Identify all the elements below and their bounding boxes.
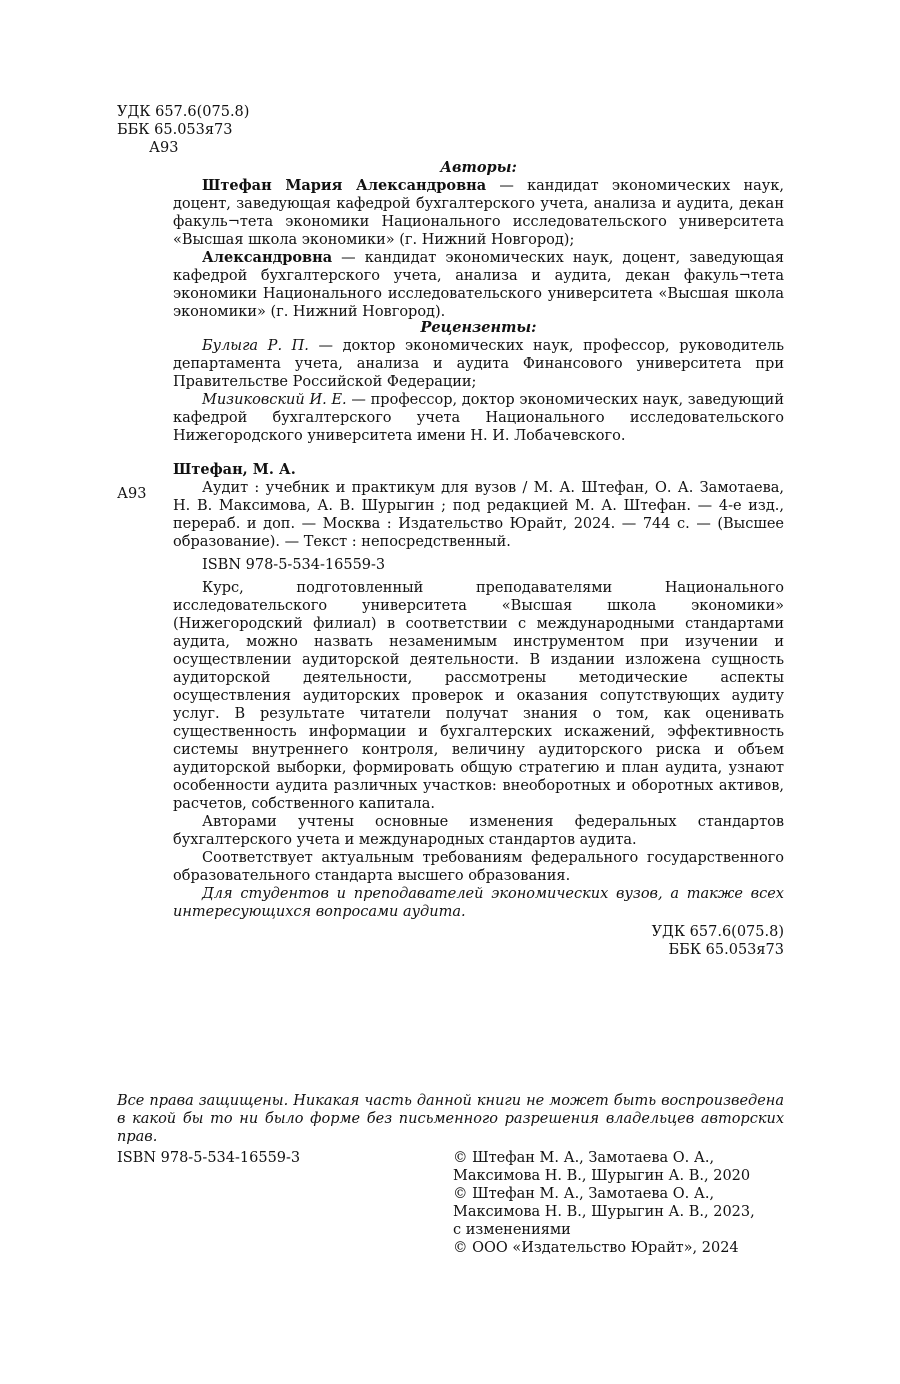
reviewers-heading: Рецензенты: <box>420 319 537 336</box>
copyright-line: с изменениями <box>453 1222 571 1238</box>
audience-note: Для студентов и преподавателей экономических вузов, а также всех интересующихся вопросами аудита. <box>173 886 784 920</box>
reviewer-name: Мизиковский И. Е. <box>202 392 347 408</box>
reviewer-entry <box>173 391 784 445</box>
author-name: Александровна <box>202 249 333 266</box>
author-description: — кандидат экономических наук, доцент, заведующая кафедрой бухгалтерского учета, анализа и аудита, декан факуль¬тета экономики Национального исследовательского университета «Высшая школа экономики» (г. Нижний Новгород); <box>173 178 784 248</box>
rights-notice: Все права защищены. Никакая часть данной книги не может быть воспроизведена в какой бы то ни было форме без письменного разрешения владельцев авторских прав. <box>117 1093 784 1145</box>
classification-block <box>117 103 249 157</box>
author-description: — кандидат экономических наук, доцент, заведующая кафедрой бухгалтерского учета, анализа и аудита, декан факуль¬тета экономики Национального исследовательского университета «Высшая школа экономики» (г. Нижний Новгород). <box>173 250 784 320</box>
author-entry <box>173 177 784 249</box>
authors-heading: Авторы: <box>440 159 517 176</box>
copyright-line: © Штефан М. А., Замотаева О. А., <box>453 1150 715 1166</box>
catalog-description: Аудит : учебник и практикум для вузов / М. А. Штефан, О. А. Замотаева, Н. В. Максимова, А. В. Шурыгин ; под редакцией М. А. Штефан. — 4-е изд., перераб. и доп. — Москва : Издательство Юрайт, 2024. — 744 с. — (Высшее образование). — Текст : непосредственный. <box>173 480 784 550</box>
annotation-paragraph: Авторами учтены основные изменения федеральных стандартов бухгалтерского учета и международных стандартов аудита. <box>173 814 784 848</box>
annotation-section <box>173 579 784 959</box>
catalog-heading: Штефан, М. А. <box>173 461 296 478</box>
copyright-line: © ООО «Издательство Юрайт», 2024 <box>453 1240 739 1256</box>
footer-isbn: ISBN 978-5-534-16559-3 <box>117 1150 301 1166</box>
authors-section <box>173 159 784 321</box>
copyright-line: Максимова Н. В., Шурыгин А. В., 2023, <box>453 1204 755 1220</box>
udk-code: УДК 657.6(075.8) <box>117 104 250 120</box>
copyright-block <box>453 1149 755 1257</box>
annotation-bbk: ББК 65.053я73 <box>668 942 784 958</box>
annotation-udk: УДК 657.6(075.8) <box>651 924 784 940</box>
catalog-isbn: ISBN 978-5-534-16559-3 <box>202 557 386 573</box>
author-entry <box>173 249 784 321</box>
reviewer-description: — доктор экономических наук, профессор, руководитель департамента учета, анализа и аудита Финансового университета при Правительстве Российской Федерации; <box>173 338 784 390</box>
catalog-margin-mark: А93 <box>117 486 147 502</box>
reviewer-name: Булыга Р. П. <box>202 338 309 354</box>
bbk-code: ББК 65.053я73 <box>117 122 233 138</box>
reviewer-entry <box>173 337 784 391</box>
reviewer-description: — профессор, доктор экономических наук, заведующий кафедрой бухгалтерского учета Национального исследовательского Нижегородского университета имени Н. И. Лобачевского. <box>173 392 784 444</box>
author-mark: А93 <box>149 140 179 156</box>
annotation-paragraph: Курс, подготовленный преподавателями Национального исследовательского университета «Высшая школа экономики» (Нижегородский филиал) в соответствии с международными стандартами аудита, можно назвать незаменимым инструментом при изучении и осуществлении аудиторской деятельности. В издании изложена сущность аудиторской деятельности, рассмотрены методические аспекты осуществления аудиторских проверок и оказания сопутствующих аудиту услуг. В результате читатели получат знания о том, как оценивать существенность информации и бухгалтерских искажений, эффективность системы внутреннего контроля, величину аудиторского риска и объем аудиторской выборки, формировать общую стратегию и план аудита, узнают особенности аудита различных участков: внеоборотных и оборотных активов, расчетов, собственного капитала. <box>173 580 784 812</box>
reviewers-section <box>173 319 784 445</box>
copyright-line: Максимова Н. В., Шурыгин А. В., 2020 <box>453 1168 751 1184</box>
annotation-paragraph: Соответствует актуальным требованиям федерального государственного образовательного стандарта высшего образования. <box>173 850 784 884</box>
copyright-line: © Штефан М. А., Замотаева О. А., <box>453 1186 715 1202</box>
author-name: Штефан Мария Александровна <box>202 177 487 194</box>
